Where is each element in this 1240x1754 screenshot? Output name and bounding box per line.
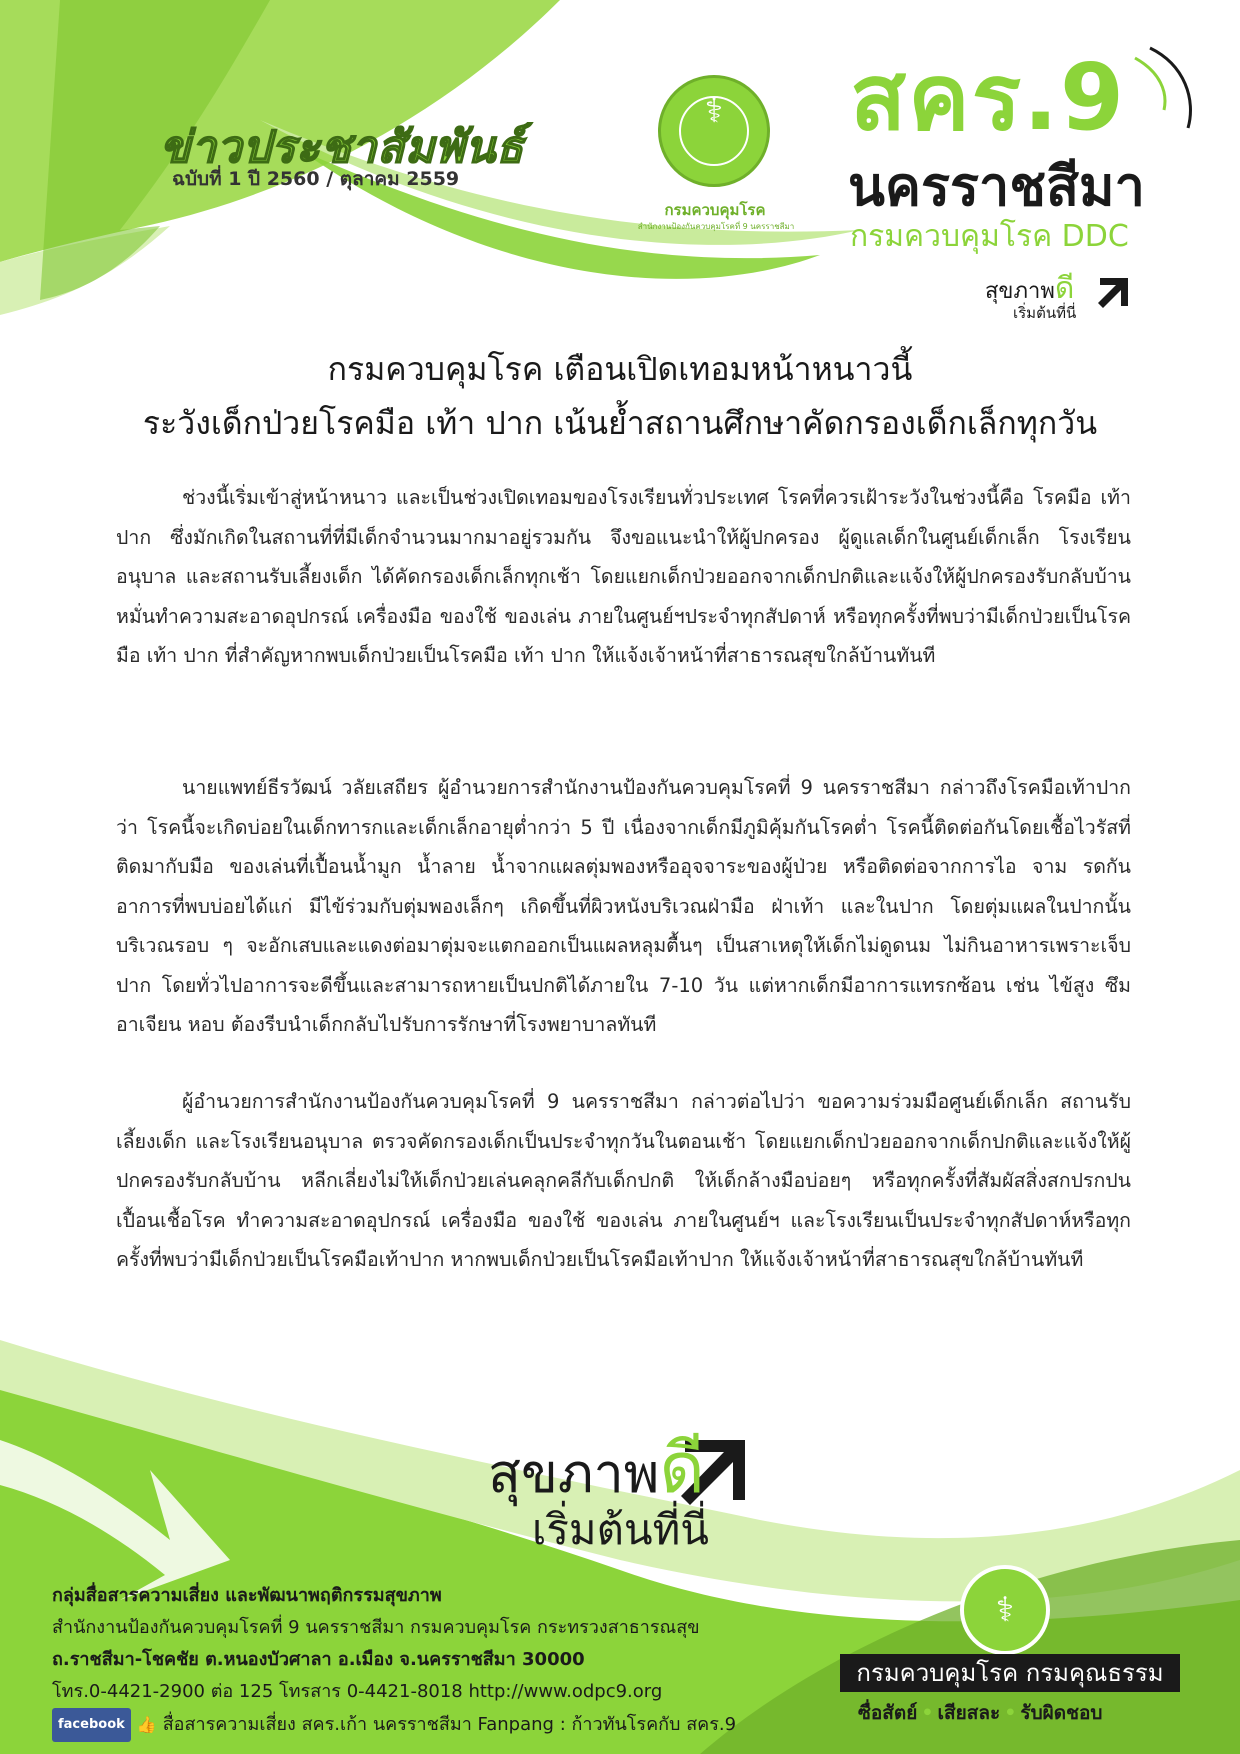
issue-line: ฉบับที่ 1 ปี 2560 / ตุลาคม 2559 (172, 168, 460, 190)
footer-seal (960, 1565, 1050, 1655)
footer-slogan-accent: ดี (659, 1427, 705, 1509)
footer-address: ถ.ราชสีมา-โชคชัย ต.หนองบัวศาลา อ.เมือง จ.นครราชสีมา 30000 (52, 1649, 585, 1670)
footer-social-line: สื่อสารความเสี่ยง สคร.เก้า นครราชสีมา Fanpang : ก้าวทันโรคกับ สคร.9 (162, 1714, 737, 1735)
brand-city: นครราชสีมา (848, 155, 1145, 218)
article-headline (40, 342, 1200, 450)
ministry-seal (658, 75, 770, 187)
motto-sacrifice: เสียสละ (937, 1702, 1001, 1724)
footer-contact-line: โทร.0-4421-2900 ต่อ 125 โทรสาร 0-4421-8018 http://www.odpc9.org (52, 1681, 663, 1702)
article-paragraph-2: นายแพทย์ธีรวัฒน์ วลัยเสถียร ผู้อำนวยการสำนักงานป้องกันควบคุมโรคที่ 9 นครราชสีมา กล่าวถึงโรคมือเท้าปากว่า โรคนี้จะเกิดบ่อยในเด็กทารกและเด็กเล็กอายุต่ำกว่า 5 ปี เนื่องจากเด็กมีภูมิคุ้มกันโรคต่ำ โรคนี้ติดต่อกันโดยเชื้อไวรัสที่ติดมากับมือ ของเล่นที่เปื้อนน้ำมูก น้ำลาย น้ำจากแผลตุ่มพองหรืออุจจาระของผู้ป่วย หรือติดต่อจากการไอ จาม รดกัน อาการที่พบบ่อยได้แก่ มีไข้ร่วมกับตุ่มพองเล็กๆ เกิดขึ้นที่ผิวหนังบริเวณฝ่ามือ ฝ่าเท้า และในปาก โดยตุ่มแผลในปากนั้น บริเวณรอบ ๆ จะอักเสบและแดงต่อมาตุ่มจะแตกออกเป็นแผลหลุมตื้นๆ เป็นสาเหตุให้เด็กไม่ดูดนม ไม่กินอาหารเพราะเจ็บปาก โดยทั่วไปอาการจะดีขึ้นและสามารถหายเป็นปกติได้ภายใน 7-10 วัน แต่หากเด็กมีอาการแทรกซ้อน เช่น ไข้สูง ซึม อาเจียน หอบ ต้องรีบนำเด็กกลับไปรับการรักษาที่โรงพยาบาลทันที (116, 776, 1131, 1036)
footer-slogan-main: สุขภาพ (488, 1442, 660, 1505)
headline-line-1: กรมควบคุมโรค เตือนเปิดเทอมหน้าหนาวนี้ (327, 350, 913, 388)
motto-responsible: รับผิดชอบ (1020, 1702, 1103, 1724)
slogan-arrow-small (1098, 278, 1128, 308)
motto-separator: • (921, 1702, 934, 1724)
brand-arc-green (1135, 58, 1165, 110)
footer-slogan-sub: เริ่มต้นที่นี่ (532, 1505, 709, 1554)
caduceus-icon: ⚕ (995, 1590, 1015, 1630)
brand-dept: กรมควบคุมโรค DDC (850, 219, 1129, 254)
footer-social (52, 1708, 736, 1742)
footer-slogan (488, 1427, 709, 1554)
thumbs-up-icon: 👍 (136, 1715, 157, 1734)
header-slogan (985, 272, 1076, 322)
brand-code: สคร.9 (850, 44, 1127, 151)
footer-group-name: กลุ่มสื่อสารความเสี่ยง และพัฒนาพฤติกรรมสุขภาพ (52, 1585, 442, 1606)
seal-label: กรมควบคุมโรค (664, 201, 766, 219)
footer-motto (858, 1698, 1102, 1728)
headline-line-2: ระวังเด็กป่วยโรคมือ เท้า ปาก เน้นย้ำสถานศึกษาคัดกรองเด็กเล็กทุกวัน (142, 404, 1098, 442)
header-slogan-accent: ดี (1054, 271, 1075, 306)
caduceus-icon: ⚕ (704, 91, 724, 131)
footer-contact (52, 1580, 736, 1742)
footer-office: สำนักงานป้องกันควบคุมโรคที่ 9 นครราชสีมา กรมควบคุมโรค กระทรวงสาธารณสุข (52, 1617, 700, 1638)
footer-dept-band: กรมควบคุมโรค กรมคุณธรรม (840, 1654, 1180, 1692)
seal-sublabel: สำนักงานป้องกันควบคุมโรคที่ 9 นครราชสีมา (637, 222, 795, 231)
motto-separator: • (1004, 1702, 1017, 1724)
brand-arc (1150, 48, 1190, 128)
header-slogan-sub: เริ่มต้นที่นี่ (1013, 304, 1077, 322)
header-slogan-main: สุขภาพ (985, 279, 1055, 304)
motto-honest: ซื่อสัตย์ (858, 1702, 918, 1724)
newsletter-title: ข่าวประชาสัมพันธ์ (160, 122, 525, 173)
article-paragraph-3: ผู้อำนวยการสำนักงานป้องกันควบคุมโรคที่ 9 นครราชสีมา กล่าวต่อไปว่า ขอความร่วมมือศูนย์เด็กเล็ก สถานรับเลี้ยงเด็ก และโรงเรียนอนุบาล ตรวจคัดกรองเด็กเป็นประจำทุกวันในตอนเช้า โดยแยกเด็กป่วยออกจากเด็กปกติและแจ้งให้ผู้ปกครองรับกลับบ้าน หลีกเลี่ยงไม่ให้เด็กป่วยเล่นคลุกคลีกับเด็กปกติ ให้เด็กล้างมือบ่อยๆ หรือทุกครั้งที่สัมผัสสิ่งสกปรกปนเปื้อนเชื้อโรค ทำความสะอาดอุปกรณ์ เครื่องมือ ของใช้ ของเล่น ภายในศูนย์ฯ และโรงเรียนเป็นประจำทุกสัปดาห์หรือทุกครั้งที่พบว่ามีเด็กป่วยเป็นโรคมือเท้าปาก หากพบเด็กป่วยเป็นโรคมือเท้าปาก ให้แจ้งเจ้าหน้าที่สาธารณสุขใกล้บ้านทันที (116, 1090, 1131, 1271)
facebook-badge: facebook (52, 1708, 131, 1742)
article-paragraph-1: ช่วงนี้เริ่มเข้าสู่หน้าหนาว และเป็นช่วงเปิดเทอมของโรงเรียนทั่วประเทศ โรคที่ควรเฝ้าระวังในช่วงนี้คือ โรคมือ เท้า ปาก ซึ่งมักเกิดในสถานที่ที่มีเด็กจำนวนมากมาอยู่รวมกัน จึงขอแนะนำให้ผู้ปกครอง ผู้ดูแลเด็กในศูนย์เด็กเล็ก โรงเรียนอนุบาล และสถานรับเลี้ยงเด็ก ได้คัดกรองเด็กเล็กทุกเช้า โดยแยกเด็กป่วยออกจากเด็กปกติและแจ้งให้ผู้ปกครองรับกลับบ้าน หมั่นทำความสะอาดอุปกรณ์ เครื่องมือ ของใช้ ของเล่น ภายในศูนย์ฯประจำทุกสัปดาห์ หรือทุกครั้งที่พบว่ามีเด็กป่วยเป็นโรคมือ เท้า ปาก ที่สำคัญหากพบเด็กป่วยเป็นโรคมือ เท้า ปาก ให้แจ้งเจ้าหน้าที่สาธารณสุขใกล้บ้านทันที (116, 486, 1131, 667)
